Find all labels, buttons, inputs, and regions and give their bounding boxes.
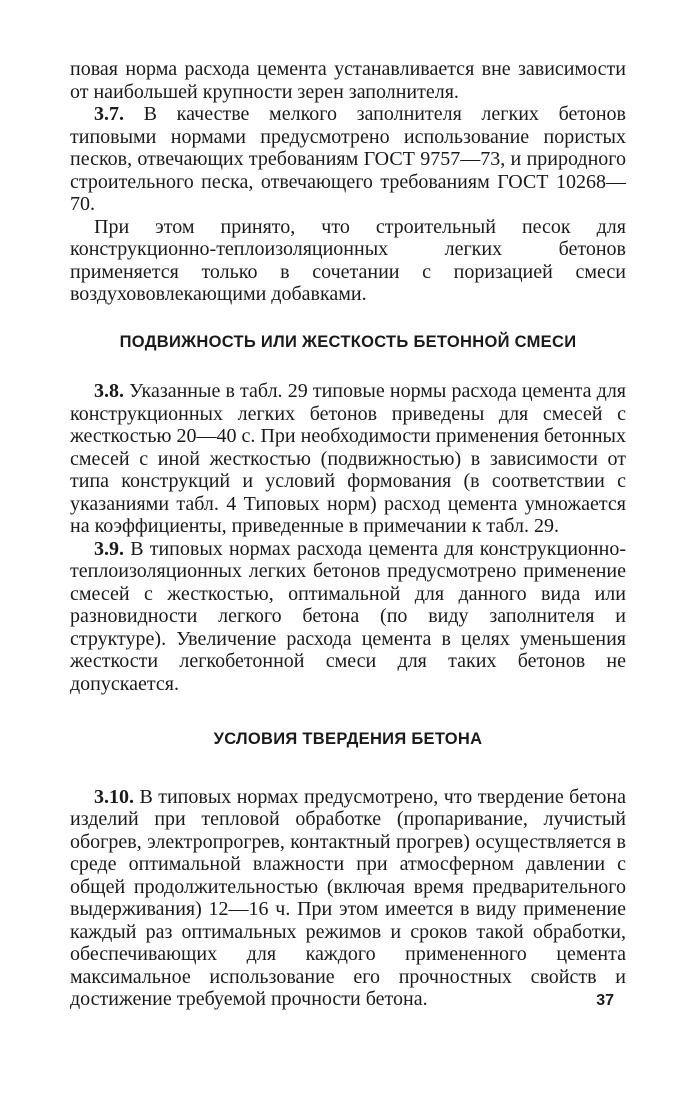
page-number: 37 — [596, 992, 614, 1009]
paragraph-number: 3.7. — [94, 103, 124, 125]
section-heading-hardening: УСЛОВИЯ ТВЕРДЕНИЯ БЕТОНА — [213, 730, 483, 748]
paragraph-text: В качестве мелкого заполнителя легких бетонов типовыми нормами предусмотрено использование пористых песков, отвечающих требованиям ГОСТ 9757—73, и природного строительного песка, отвечающего требованиям ГОСТ 10268—70. — [70, 103, 626, 215]
paragraph-3-9 — [70, 538, 626, 696]
paragraph-3-10 — [70, 786, 626, 1011]
paragraph-text: Указанные в табл. 29 типовые нормы расхода цемента для конструкционных легких бетонов приведены для смесей с жесткостью 20—40 с. При необходимости применения бетонных смесей с иной жесткостью (подвижностью) в зависимости от типа конструкций и условий формования (в соответствии с указаниями табл. 4 Типовых норм) расход цемента умножается на коэффициенты, приведенные в примечании к табл. 29. — [70, 380, 626, 537]
paragraph-3-8 — [70, 380, 626, 538]
paragraph-3-7 — [70, 103, 626, 216]
section-heading-mobility: ПОДВИЖНОСТЬ ИЛИ ЖЕСТКОСТЬ БЕТОННОЙ СМЕСИ — [119, 332, 577, 351]
paragraph-continuation — [70, 58, 626, 103]
paragraph-text: В типовых нормах предусмотрено, что твердение бетона изделий при тепловой обработке (пропаривание, лучистый обогрев, электропрогрев, контактный прогрев) осуществляется в среде оптимальной влажности при атмосферном давлении с общей продолжительностью (включая время предварительного выдерживания) 12—16 ч. При этом имеется в виду применение каждый раз оптимальных режимов и сроков такой обработки, обеспечивающих для каждого примененного цемента максимальное использование его прочностных свойств и достижение требуемой прочности бетона. — [70, 785, 626, 1010]
page-content — [70, 58, 626, 1011]
paragraph-text: В типовых нормах расхода цемента для конструкционно-теплоизоляционных легких бетонов предусмотрено применение смесей с жесткостью, оптимальной для данного вида или разновидности легкого бетона (по виду заполнителя и структуре). Увеличение расхода цемента в целях уменьшения жесткости легкобетонной смеси для таких бетонов не допускается. — [70, 537, 626, 695]
paragraph-text: При этом принято, что строительный песок для конструкционно-теплоизоляционных легких бетонов применяется только в сочетании с поризацией смеси воздухововлекающими добавками. — [70, 215, 626, 305]
paragraph-3-7-note — [70, 216, 626, 306]
paragraph-number: 3.9. — [94, 537, 124, 560]
paragraph-number: 3.10. — [94, 785, 134, 808]
paragraph-text: повая норма расхода цемента устанавливается вне зависимости от наибольшей крупности зерен заполнителя. — [70, 58, 626, 103]
paragraph-number: 3.8. — [94, 380, 124, 402]
